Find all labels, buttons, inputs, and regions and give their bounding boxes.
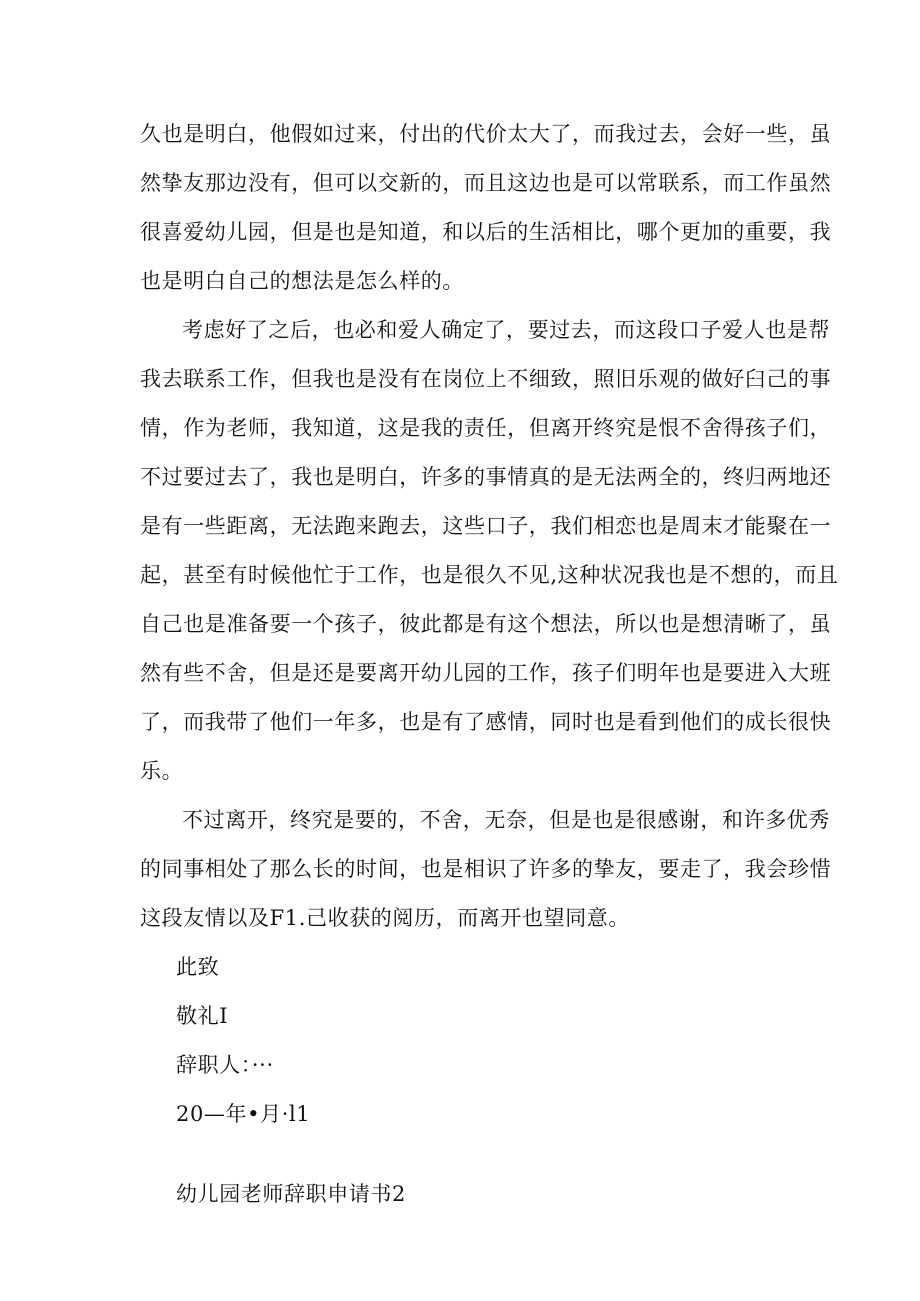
paragraph-3-line-3: 这段友情以及F1.己收获的阅历，而离开也望同意。: [140, 906, 631, 930]
paragraph-1-line-1: 久也是明白，他假如过来，付出的代价太大了，而我过去，会好一些，虽: [140, 122, 832, 146]
next-section-title: 幼儿园老师辞职申请书2: [176, 1182, 406, 1206]
paragraph-2-line-3: 情，作为老师，我知道，这是我的责任，但离开终究是恨不舍得孩子们，: [140, 416, 832, 440]
date-line: 20—年•月·l1: [176, 1102, 311, 1126]
closing-regards: 敬礼I: [176, 1004, 229, 1028]
closing-salutation: 此致: [176, 955, 220, 979]
paragraph-2-line-6: 起，甚至有时候他忙于工作，也是很久不见,这种状况我也是不想的，而且: [140, 563, 839, 587]
signature-line: 辞职人：···: [176, 1053, 274, 1077]
paragraph-3-line-1: 不过离开，终究是要的，不舍，无奈，但是也是很感谢，和许多优秀: [182, 808, 830, 832]
paragraph-2-line-1: 考虑好了之后，也必和爱人确定了，要过去，而这段口子爱人也是帮: [182, 318, 830, 342]
paragraph-2-line-9: 了，而我带了他们一年多，也是有了感情，同时也是看到他们的成长很快: [140, 710, 832, 734]
paragraph-3-line-2: 的同事相处了那么长的时间，也是相识了许多的挚友，要走了，我会珍惜: [140, 857, 832, 881]
paragraph-2-line-10: 乐。: [140, 759, 184, 783]
paragraph-2-line-8: 然有些不舍，但是还是要离开幼儿园的工作，孩子们明年也是要进入大班: [140, 661, 832, 685]
paragraph-2-line-7: 自己也是准备要一个孩子，彼此都是有这个想法，所以也是想清晰了，虽: [140, 612, 832, 636]
paragraph-1-line-2: 然挚友那边没有，但可以交新的，而且这边也是可以常联系，而工作虽然: [140, 171, 832, 195]
paragraph-2-line-5: 是有一些距离，无法跑来跑去，这些口子，我们相恋也是周末才能聚在一: [140, 514, 832, 538]
paragraph-1-line-4: 也是明白自己的想法是怎么样的。: [140, 269, 464, 293]
paragraph-1-line-3: 很喜爱幼儿园，但是也是知道，和以后的生活相比，哪个更加的重要，我: [140, 220, 832, 244]
paragraph-2-line-4: 不过要过去了，我也是明白，许多的事情真的是无法两全的，终归两地还: [140, 465, 832, 489]
paragraph-2-line-2: 我去联系工作，但我也是没有在岗位上不细致，照旧乐观的做好臼己的事: [140, 367, 832, 391]
